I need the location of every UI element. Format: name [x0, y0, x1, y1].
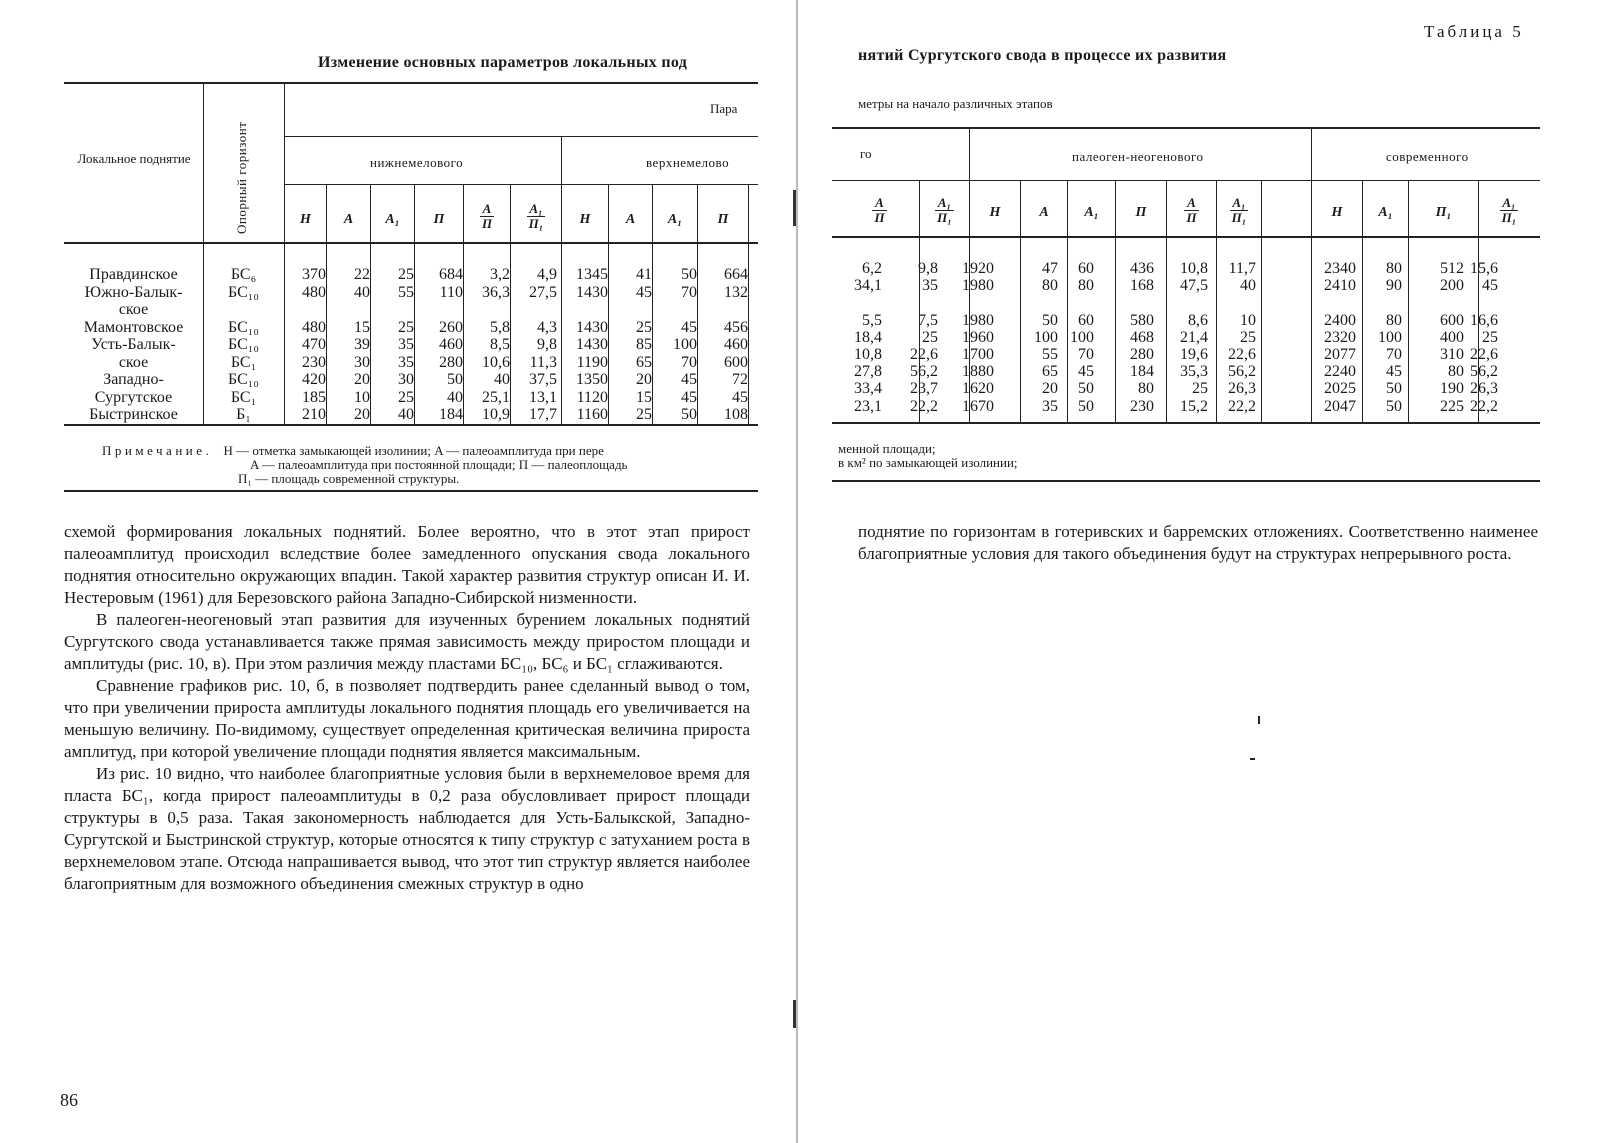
r-sub-A-over-P-paleo: $\frac{A}{П}$: [1186, 195, 1197, 225]
table-cell: 45: [1482, 277, 1498, 295]
table-cell: 35: [398, 336, 414, 353]
table-cell: 1345: [576, 266, 608, 283]
row-name: Усть-Балык-: [91, 336, 176, 353]
table-row: [64, 336, 758, 354]
table-cell: 2240: [1324, 363, 1356, 381]
table-row: [64, 284, 758, 302]
table-cell: 1980: [962, 311, 994, 329]
row-name: Мамонтовское: [83, 318, 184, 336]
table-cell: 22: [354, 266, 370, 283]
col-header-horizon: Опорный горизонт: [234, 121, 249, 234]
table-cell: 11,7: [1228, 260, 1256, 277]
table-cell: 56,2: [910, 363, 938, 381]
paragraph-1: схемой формирования локальных поднятий. Более вероятно, что в этот этап прирост палеоамплитуд происходил вследствие более замедленного опускания свода локального поднятия относительно окружающих впадин. Такой характер развития структур описан И. И. Нестеровым (1961) для Березовского района Западно-Сибирской низменности.: [64, 522, 750, 607]
table-cell: 110: [439, 283, 463, 301]
table-cell: 1120: [576, 388, 608, 406]
table-cell: 56,2: [1470, 363, 1498, 381]
group-header-modern: современного: [1386, 149, 1469, 164]
left-note-line-3: П₁ — площадь современной структуры.: [238, 471, 460, 486]
table-cell: 10: [354, 388, 370, 406]
table-cell: 18,4: [854, 328, 882, 346]
table-cell: 1430: [576, 318, 608, 336]
sub-header-A-upper: A: [625, 212, 636, 227]
table-cell: 65: [636, 353, 652, 371]
table-cell: 1620: [962, 380, 994, 398]
table-cell: 225: [1440, 397, 1464, 415]
table-cell: 50: [1386, 397, 1402, 415]
left-table-top-rule: [64, 82, 758, 84]
col-header-local: Локальное поднятие: [77, 151, 191, 166]
table-cell: 5,5: [862, 311, 882, 329]
table-cell: 184: [1130, 363, 1154, 381]
table-cell: 80: [1448, 363, 1464, 381]
row-name: Правдинское: [89, 266, 178, 283]
table-cell: 45: [681, 388, 697, 406]
table-cell: 512: [1440, 260, 1464, 277]
table-cell: 40: [398, 406, 414, 423]
paragraph-4: Из рис. 10 видно, что наиболее благоприятные условия были в верхнемеловое время для пласта БС₁, когда прирост палеоамплитуды в 0,2 раза обусловливает прирост площади структуры в 0,5 раза. Такая закономерность наблюдается для Усть-Балыкской, Западно-Сургутской и Быстринской структур, которые относятся к типу структур с затуханием роста в верхнемеловом этапе. Отсюда напрашивается вывод, что этот тип структур является наиболее благоприятным для возможного объединения смежных структур в одно: [64, 764, 750, 893]
params-line: метры на начало различных этапов: [858, 96, 1053, 111]
table-cell: 50: [447, 371, 463, 388]
group-header-go: го: [860, 146, 872, 161]
table-cell: 25,1: [482, 388, 510, 406]
table-cell: 1980: [962, 277, 994, 295]
table-cell: 45: [681, 371, 697, 388]
row-horizon: БС₆: [230, 266, 257, 283]
row-horizon: БС₁₀: [228, 336, 259, 353]
left-note-line-2: A — палеоамплитуда при постоянной площади; П — палеоплощадь: [250, 457, 628, 472]
table-cell: 168: [1130, 277, 1154, 295]
r-sub-A1: A₁: [1084, 205, 1099, 220]
paragraph-3: Сравнение графиков рис. 10, б, в позволяет подтвердить ранее сделанный вывод о том, что при увеличении прироста амплитуды локального поднятия площадь его увеличивается на меньшую величину. По-видимому, существует определенная критическая величина прироста амплитуд, при которой увеличение площади поднятия является максимальным.: [64, 676, 750, 761]
table-cell: 80: [1138, 380, 1154, 398]
table-cell: 40: [447, 388, 463, 406]
table-cell: 1190: [576, 353, 608, 371]
row-name: Западно-: [103, 371, 164, 388]
row-name: Сургутское: [94, 388, 173, 406]
table-cell: 8,6: [1188, 311, 1208, 329]
table-row: [64, 406, 758, 424]
right-table-bottom-rule: [832, 422, 1540, 424]
table-cell: 15,2: [1180, 397, 1208, 415]
table-cell: 468: [1130, 328, 1154, 346]
table-cell: 5,8: [490, 318, 510, 336]
row-horizon: БС₁: [230, 388, 257, 406]
table-cell: 25: [922, 328, 938, 346]
table-row: [64, 301, 758, 319]
table-cell: 1700: [962, 346, 994, 363]
table-cell: 70: [1078, 346, 1094, 363]
r-sub-P: П: [1135, 205, 1147, 220]
row-horizon: Б₁: [236, 406, 251, 423]
table-cell: 15: [354, 318, 370, 336]
table-cell: 1920: [962, 260, 994, 277]
table-cell: 19,6: [1180, 346, 1208, 363]
page-gutter: [796, 0, 798, 1143]
table-cell: 600: [724, 353, 748, 371]
table-cell: 10,8: [854, 346, 882, 363]
table-cell: 600: [1440, 311, 1464, 329]
r-sub-H-modern: H: [1331, 205, 1343, 220]
sub-header-A-over-P: $\frac{A}{П}$: [481, 201, 493, 231]
left-body-text: [64, 521, 750, 895]
table-cell: 1880: [962, 363, 994, 381]
right-note-line-2: в км² по замыкающей изолинии;: [838, 455, 1018, 470]
row-horizon: БС₁₀: [228, 318, 259, 336]
table-cell: 8,5: [490, 336, 510, 353]
table-cell: 90: [1386, 277, 1402, 295]
table-cell: 56,2: [1228, 363, 1256, 381]
r-sub-H: H: [989, 205, 1001, 220]
table-cell: 2320: [1324, 328, 1356, 346]
table-cell: 23,1: [854, 397, 882, 415]
table-cell: 684: [439, 266, 463, 283]
table-cell: 21,4: [1180, 328, 1208, 346]
row-horizon: БС₁₀: [228, 283, 259, 301]
table-cell: 6,2: [862, 260, 882, 277]
table-cell: 22,2: [1228, 397, 1256, 415]
table-cell: 460: [439, 336, 463, 353]
table-cell: 27,5: [529, 283, 557, 301]
table-cell: 2077: [1324, 346, 1356, 363]
table-row: [832, 363, 1540, 380]
group-header-lower-cretaceous: нижнемелового: [370, 155, 464, 170]
table-cell: 37,5: [529, 371, 557, 388]
table-cell: 30: [354, 353, 370, 371]
table-cell: 370: [302, 266, 326, 283]
table-cell: 100: [1034, 328, 1058, 346]
table-row: [64, 389, 758, 407]
table-cell: 26,3: [1470, 380, 1498, 398]
table-cell: 9,8: [918, 260, 938, 277]
row-name: ское: [118, 301, 149, 318]
table-cell: 50: [1078, 397, 1094, 415]
table-cell: 60: [1078, 311, 1094, 329]
table-cell: 72: [732, 371, 748, 388]
table-cell: 1960: [962, 328, 994, 346]
table-cell: 190: [1440, 380, 1464, 398]
left-note-rule: [64, 490, 758, 492]
table-cell: 45: [1386, 363, 1402, 381]
group-header-upper-cretaceous: верхнемелово: [646, 155, 730, 170]
left-table-caption: Изменение основных параметров локальных под: [318, 54, 688, 71]
table-cell: 1430: [576, 336, 608, 353]
table-cell: 34,1: [854, 277, 882, 295]
table-cell: 4,3: [537, 318, 557, 336]
table-cell: 25: [398, 318, 414, 336]
table-cell: 25: [636, 406, 652, 423]
table-cell: 80: [1386, 260, 1402, 277]
sub-header-P: П: [433, 212, 445, 227]
table-cell: 184: [439, 406, 463, 423]
table-cell: 470: [302, 336, 326, 353]
table-cell: 50: [681, 406, 697, 423]
table-cell: 200: [1440, 277, 1464, 295]
table-cell: 15: [636, 388, 652, 406]
table-cell: 50: [681, 266, 697, 283]
table-cell: 45: [732, 388, 748, 406]
table-cell: 280: [1130, 346, 1154, 363]
table-cell: 4,9: [537, 266, 557, 283]
table-row: [832, 277, 1540, 294]
table-cell: 45: [636, 283, 652, 301]
right-table-header-rule: [832, 236, 1540, 238]
table-cell: 100: [673, 336, 697, 353]
table-cell: 22,6: [1228, 346, 1256, 363]
table-row: [832, 294, 1540, 311]
table-cell: 33,4: [854, 380, 882, 398]
sub-header-P-upper: П: [717, 212, 729, 227]
r-sub-A1-modern: A₁: [1378, 205, 1393, 220]
table-cell: 460: [724, 336, 748, 353]
table-cell: 70: [681, 283, 697, 301]
table-row: [832, 346, 1540, 363]
row-name: Южно-Балык-: [84, 283, 183, 301]
table-row: [832, 329, 1540, 346]
table-cell: 436: [1130, 260, 1154, 277]
table-cell: 480: [302, 318, 326, 336]
table-cell: 20: [1042, 380, 1058, 398]
table-cell: 480: [302, 283, 326, 301]
table-cell: 25: [398, 388, 414, 406]
right-paragraph: поднятие по горизонтам в готеривских и барремских отложениях. Соответственно наименее благоприятные условия для такого объединения будут на структурах непрерывного роста.: [858, 522, 1538, 563]
table-cell: 3,2: [490, 266, 510, 283]
group-header-params: Пара: [710, 101, 738, 116]
table-cell: 16,6: [1470, 311, 1498, 329]
right-note-rule: [832, 480, 1540, 482]
table-cell: 70: [1386, 346, 1402, 363]
table-cell: 22,6: [1470, 346, 1498, 363]
table-cell: 13,1: [529, 388, 557, 406]
table-cell: 47: [1042, 260, 1058, 277]
page-number: 86: [60, 1090, 78, 1110]
left-table-header-rule: [64, 242, 758, 244]
left-table-bottom-rule: [64, 424, 758, 426]
table-cell: 185: [302, 388, 326, 406]
table-cell: 132: [724, 283, 748, 301]
table-cell: 40: [494, 371, 510, 388]
table-cell: 11,3: [529, 353, 557, 371]
table-cell: 2047: [1324, 397, 1356, 415]
table-cell: 25: [1482, 328, 1498, 346]
sub-header-H: H: [300, 212, 311, 227]
table-cell: 22,6: [910, 346, 938, 363]
table-cell: 70: [681, 353, 697, 371]
table-cell: 47,5: [1180, 277, 1208, 295]
right-table-top-rule: [832, 127, 1540, 129]
table-row: [64, 354, 758, 372]
table-cell: 35: [922, 277, 938, 295]
table-row: [832, 312, 1540, 329]
table-cell: 22,2: [1470, 397, 1498, 415]
table-cell: 25: [1192, 380, 1208, 398]
table-cell: 10,6: [482, 353, 510, 371]
table-cell: 310: [1440, 346, 1464, 363]
table-cell: 25: [398, 266, 414, 283]
table-cell: 17,7: [529, 406, 557, 423]
sub-header-A1: A₁: [385, 212, 400, 227]
table-cell: 10,8: [1180, 260, 1208, 277]
right-note-line-1: менной площади;: [838, 441, 936, 456]
table-cell: 230: [1130, 397, 1154, 415]
table-cell: 9,8: [537, 336, 557, 353]
row-horizon: БС₁₀: [228, 371, 259, 388]
table-cell: 280: [439, 353, 463, 371]
sub-header-H-upper: H: [579, 212, 591, 227]
table-row: [64, 266, 758, 284]
table-cell: 23,7: [910, 380, 938, 398]
table-cell: 10,9: [482, 406, 510, 423]
table-cell: 35: [398, 353, 414, 371]
table-cell: 2340: [1324, 260, 1356, 277]
table-row: [64, 319, 758, 337]
table-cell: 40: [354, 283, 370, 301]
r-sub-A-over-P: $\frac{A}{П}$: [874, 195, 885, 225]
table-cell: 210: [302, 406, 326, 423]
table-cell: 420: [302, 371, 326, 388]
table-cell: 55: [398, 283, 414, 301]
table-number-label: Таблица 5: [1424, 22, 1524, 41]
table-cell: 39: [354, 336, 370, 353]
table-cell: 55: [1042, 346, 1058, 363]
table-cell: 26,3: [1228, 380, 1256, 398]
paragraph-2: В палеоген-неогеновый этап развития для изученных бурением локальных поднятий Сургутского свода устанавливается также прямая зависимость между приростом площади и амплитуды (рис. 10, в). При этом различия между пластами БС₁₀, БС₆ и БС₁ сглаживаются.: [64, 610, 750, 673]
table-cell: 400: [1440, 328, 1464, 346]
table-cell: 664: [724, 266, 748, 283]
r-sub-A1-over-P1: $\frac{\text{A₁}}{\text{П₁}}$: [937, 195, 952, 225]
table-cell: 1430: [576, 283, 608, 301]
table-cell: 80: [1078, 277, 1094, 295]
sub-header-A1-over-P1: $\frac{\text{A₁}}{\text{П₁}}$: [528, 201, 544, 231]
table-row: [832, 398, 1540, 415]
table-cell: 20: [354, 371, 370, 388]
row-horizon: БС₁: [230, 353, 257, 371]
table-cell: 7,5: [918, 311, 938, 329]
table-cell: 35,3: [1180, 363, 1208, 381]
table-cell: 100: [1070, 328, 1094, 346]
r-sub-A1-over-P1-paleo: $\frac{\text{A₁}}{\text{П₁}}$: [1231, 195, 1247, 225]
table-cell: 2400: [1324, 311, 1356, 329]
table-cell: 1670: [962, 397, 994, 415]
table-cell: 36,3: [482, 283, 510, 301]
table-cell: 80: [1042, 277, 1058, 295]
table-cell: 50: [1386, 380, 1402, 398]
table-cell: 100: [1378, 328, 1402, 346]
table-cell: 1350: [576, 371, 608, 388]
table-cell: 10: [1240, 311, 1256, 329]
table-cell: 2410: [1324, 277, 1356, 295]
table-cell: 15,6: [1470, 260, 1498, 277]
table-cell: 20: [636, 371, 652, 388]
table-cell: 30: [398, 371, 414, 388]
r-sub-A: A: [1039, 205, 1049, 220]
table-cell: 45: [681, 318, 697, 336]
table-cell: 50: [1042, 311, 1058, 329]
table-cell: 230: [302, 353, 326, 371]
group-header-paleogene-neogene: палеоген-неогенового: [1072, 149, 1204, 164]
table-cell: 50: [1078, 380, 1094, 398]
table-row: [64, 371, 758, 389]
table-cell: 35: [1042, 397, 1058, 415]
table-row: [832, 380, 1540, 397]
table-cell: 108: [724, 406, 748, 423]
row-name: ское: [118, 353, 149, 371]
table-cell: 1160: [576, 406, 608, 423]
row-name: Быстринское: [89, 406, 178, 423]
sub-header-A: A: [343, 212, 354, 227]
table-cell: 65: [1042, 363, 1058, 381]
table-cell: 580: [1130, 311, 1154, 329]
table-cell: 260: [439, 318, 463, 336]
table-cell: 25: [1240, 328, 1256, 346]
table-cell: 85: [636, 336, 652, 353]
table-cell: 25: [636, 318, 652, 336]
table-cell: 80: [1386, 311, 1402, 329]
table-cell: 41: [636, 266, 652, 283]
sub-header-A1-upper: A₁: [667, 212, 683, 227]
table-cell: 27,8: [854, 363, 882, 381]
table-cell: 20: [354, 406, 370, 423]
table-cell: 22,2: [910, 397, 938, 415]
r-sub-P1-modern: П₁: [1435, 205, 1452, 220]
table-cell: 456: [724, 318, 748, 336]
table-row: [832, 260, 1540, 277]
right-table-caption: нятий Сургутского свода в процессе их развития: [858, 47, 1227, 64]
table-cell: 60: [1078, 260, 1094, 277]
table-cell: 2025: [1324, 380, 1356, 398]
table-cell: 45: [1078, 363, 1094, 381]
left-table-note: Примечание. H — отметка замыкающей изолинии; A — палеоамплитуда при пере: [102, 443, 604, 458]
r-sub-A1-over-P1-modern: $\frac{\text{A₁}}{\text{П₁}}$: [1501, 195, 1517, 225]
table-cell: 40: [1240, 277, 1256, 295]
